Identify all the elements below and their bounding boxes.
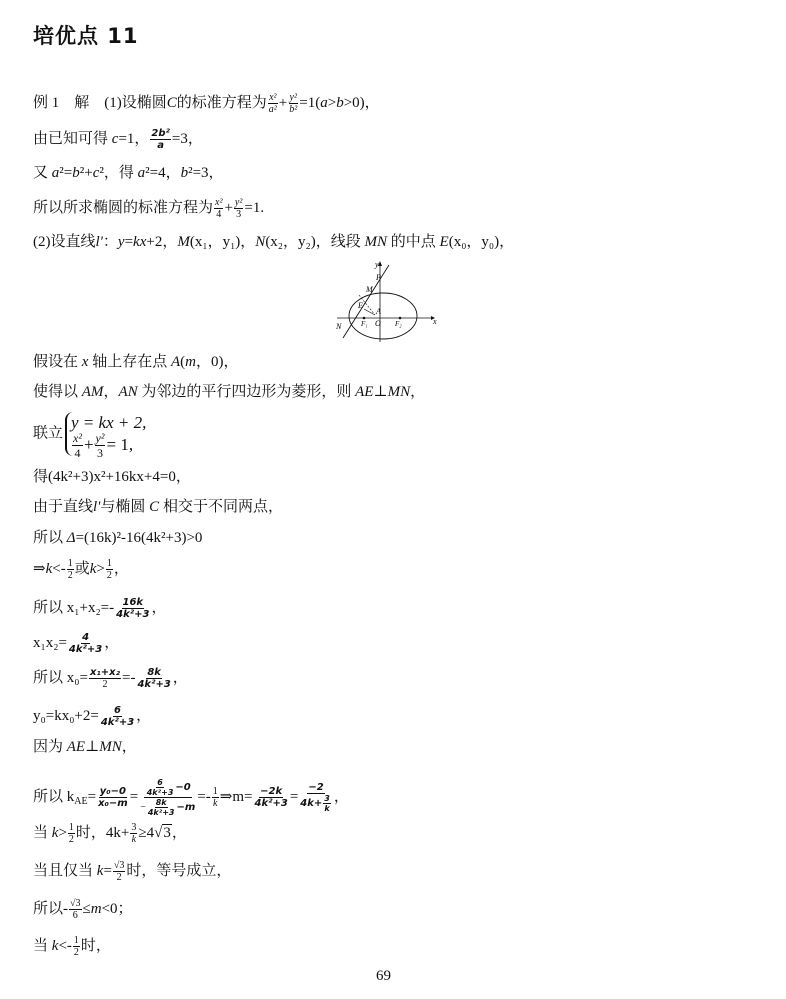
label-o: O xyxy=(375,319,381,328)
ellipse-c xyxy=(349,293,417,339)
line-8-system: 联立 y = kx + 2, x² 4 + $\frac{\text{y²}}{3}$ = 1, xyxy=(33,413,147,460)
label-e: E xyxy=(358,301,363,310)
line-12: ⇒k<- $\frac{1}{2}$ 或k> $\frac{1}{2}$ ， xyxy=(33,558,129,581)
line-7: 使得以 AM，AN 为邻边的平行四边形为菱形，则 AE⊥MN， xyxy=(33,384,426,400)
label-p: P xyxy=(376,273,381,282)
label-n: N xyxy=(336,322,342,331)
label-f1: F₁ xyxy=(361,320,368,328)
line-10: 由于直线l'与椭圆 C 相交于不同两点， xyxy=(33,499,283,515)
line-2: 由已知可得 c=1， $\frac{\text{2b²}}{a}$ =3， xyxy=(33,128,203,151)
line-4: 所以所求椭圆的标准方程为 $\frac{\text{x²}}{4}$ + $\frac{\text{y²}}{3}$ =1. xyxy=(33,197,265,220)
line-19: 当 k> $\frac{1}{2}$ 时，4k+ $\frac{3}{k}$ ≥4√3， xyxy=(33,822,187,845)
line-1: 例 1 解 (1)设椭圆C的标准方程为 $\frac{\text{x²}}{\text{a²}}$ + $\frac{\text{y²}}{\text{b²}}$ =1(a>b>0)， xyxy=(33,92,380,115)
line-9: 得(4k²+3)x²+16kx+4=0， xyxy=(33,469,191,485)
line-14: x₁x₂= $\frac{4}{\text{4k²+3}}$ ， xyxy=(33,632,120,655)
page-number: 69 xyxy=(376,968,391,984)
line-22: 当 k<- $\frac{1}{2}$ 时， xyxy=(33,935,111,958)
line-13: 所以 x₁+x₂=- $\frac{16k}{\text{4k²+3}}$ ， xyxy=(33,597,167,620)
line-20: 当且仅当 k= $\frac{√3}{2}$ 时，等号成立， xyxy=(33,860,232,883)
point-f2 xyxy=(399,317,402,320)
line-17: 因为 AE⊥MN， xyxy=(33,739,137,755)
label-x: x xyxy=(433,317,437,326)
line-16: y₀=kx₀+2= $\frac{6}{\text{4k²+3}}$ ， xyxy=(33,705,152,728)
y-axis-arrow xyxy=(378,261,382,266)
line-15: 所以 x₀= $\frac{\text{x₁+x₂}}{2}$ =- $\frac{8k}{\text{4k²+3}}$ ， xyxy=(33,667,188,690)
line-21: 所以- $\frac{√3}{6}$ ≤m<0； xyxy=(33,898,133,921)
ellipse-figure xyxy=(333,258,443,344)
label-m: M xyxy=(366,285,373,294)
line-6: 假设在 x 轴上存在点 A(m，0)， xyxy=(33,354,239,370)
section-heading: 培优点 11 xyxy=(33,24,139,48)
label-f2: F₂ xyxy=(395,320,402,328)
line-5: (2)设直线l'：y=kx+2，M(x₁，y₁)，N(x₂，y₂)，线段 MN 的中点 E(x₀，y₀)， xyxy=(33,234,515,250)
point-f1 xyxy=(363,317,366,320)
line-3: 又 a²=b²+c²，得 a²=4，b²=3， xyxy=(33,165,224,181)
segment-ae xyxy=(364,309,375,315)
label-y: y xyxy=(375,260,379,269)
line-18: 所以 $k_{AE}=$ $\frac{\text{y₀−0}}{\text{x₀−m}}$ = $\frac{6}{\text{4k²+3}}$ −0 − $\frac{8k}{\text{4k²+3}}$ −m =- $\frac{1}{k}$ ⇒m= $\frac{-2k}{\text{4k²+3}}$ = −2 4k+ $\frac{3}{k}$ ， xyxy=(33,778,349,817)
line-11: 所以 Δ=(16k)²-16(4k²+3)>0 xyxy=(33,530,203,546)
equation-system: y = kx + 2, x² 4 + $\frac{\text{y²}}{3}$ = 1, xyxy=(65,412,146,456)
label-a: A xyxy=(376,307,381,316)
